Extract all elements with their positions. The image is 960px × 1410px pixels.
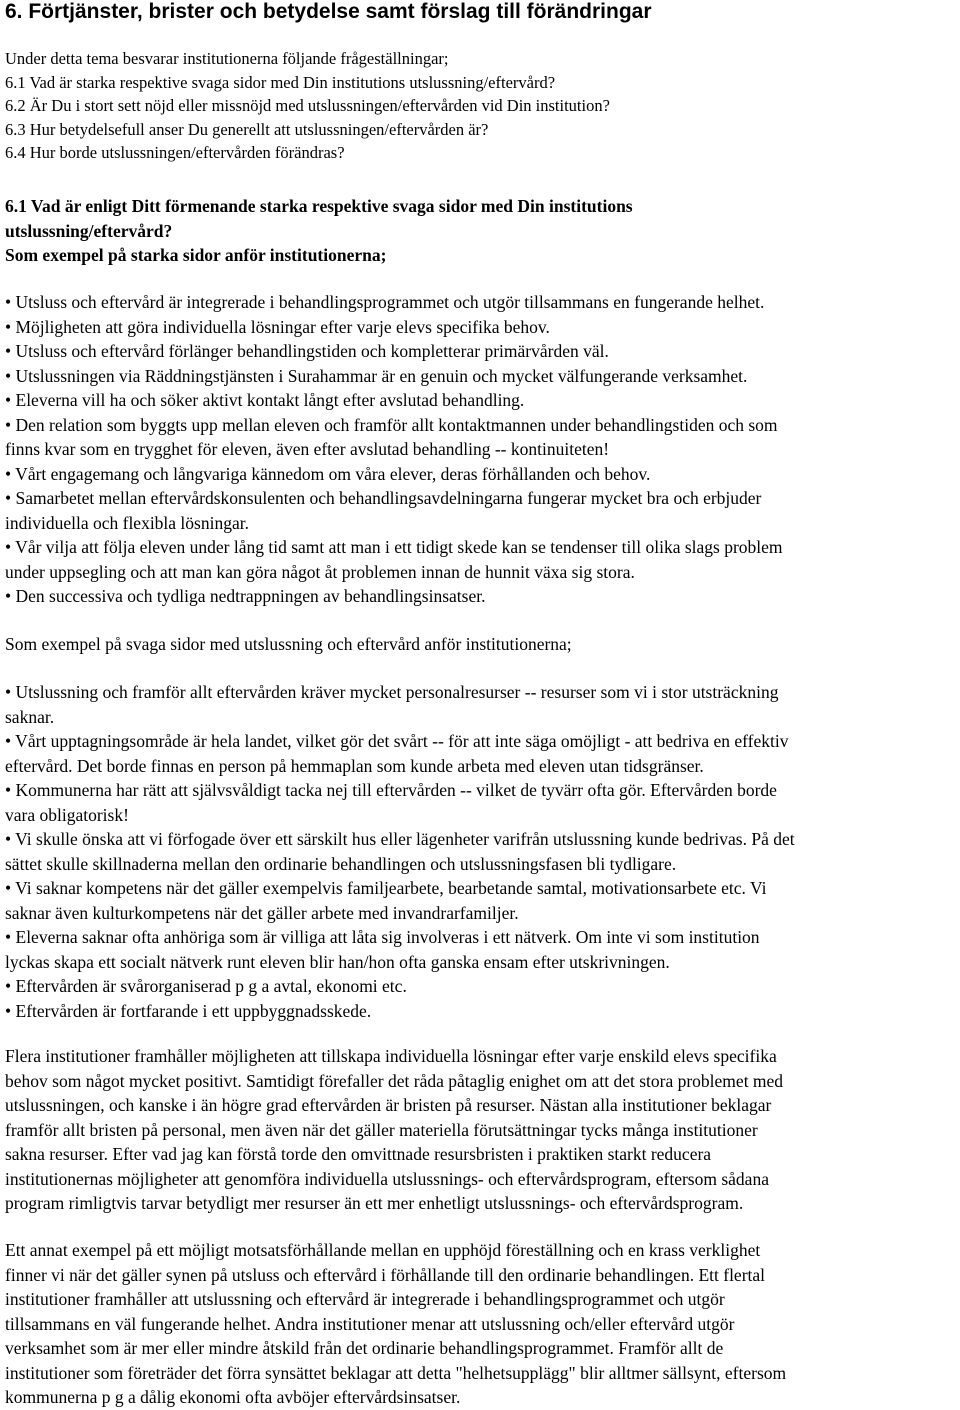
list-item: sättet skulle skillnaderna mellan den ordinarie behandlingen och utslussningsfasen bli tydligare. <box>5 853 677 874</box>
paragraph-line: Flera institutioner framhåller möjligheten att tillskapa individuella lösningar efter varje enskild elevs specifika <box>5 1046 777 1066</box>
subheading-line: utslussning/eftervård? <box>5 220 173 241</box>
subheading-line: 6.1 Vad är enligt Ditt förmenande starka respektive svaga sidor med Din institutions <box>5 196 633 216</box>
strong-points-list <box>5 290 783 609</box>
paragraph-line: institutioner framhåller att utslussning och eftervård är integrerade i behandlingsprogrammet och utgör <box>5 1289 725 1309</box>
subheading-line: Som exempel på starka sidor anför institutionerna; <box>5 245 387 265</box>
list-item: • Vi skulle önska att vi förfogade över ett särskilt hus eller lägenheter varifrån utslussning kunde bedrivas. På det <box>5 829 795 849</box>
intro-line: 6.3 Hur betydelsefull anser Du generellt att utslussningen/eftervården är? <box>5 119 489 139</box>
weak-points-list <box>5 680 795 1023</box>
paragraph-line: institutioner som företräder det förra synsättet beklagar att detta "helhetsupplägg" blir alltmer sällsynt, eftersom <box>5 1362 787 1383</box>
paragraph-line: utslussningen, och kanske i än högre grad eftervården är bristen på resurser. Nästan alla institutioner beklagar <box>5 1095 772 1115</box>
weak-intro-line: Som exempel på svaga sidor med utslussning och eftervård anför institutionerna; <box>5 634 572 654</box>
paragraph-line: kommunerna p g a dålig ekonomi ofta avböjer eftervårdsinsatser. <box>5 1387 461 1407</box>
list-item: • Utslussning och framför allt eftervården kräver mycket personalresurser -- resurser som vi i stor utsträckning <box>5 682 779 702</box>
list-item: • Utsluss och eftervård är integrerade i behandlingsprogrammet och utgör tillsammans en fungerande helhet. <box>5 292 765 312</box>
paragraph-line: program rimligtvis tarvar betydligt mer resurser än ett mer enhetligt utslussnings- och eftervårdsprogram. <box>5 1193 744 1213</box>
list-item: • Eftervården är svårorganiserad p g a avtal, ekonomi etc. <box>5 976 407 996</box>
list-item: • Vårt engagemang och långvariga kännedom om våra elever, deras förhållanden och behov. <box>5 463 651 484</box>
subheading-block <box>5 194 633 268</box>
list-item: • Den relation som byggts upp mellan eleven och framför allt kontaktmannen under behandlingstiden och som <box>5 414 778 435</box>
intro-line: 6.4 Hur borde utslussningen/eftervården förändras? <box>5 143 345 162</box>
paragraph-line: framför allt bristen på personal, men även när det gäller materiella förutsättningar tycks många institutioner <box>5 1119 758 1140</box>
list-item: vara obligatorisk! <box>5 804 129 825</box>
paragraph-line: tillsammans en väl fungerande helhet. Andra institutioner menar att utslussning och/eller eftervård utgör <box>5 1313 735 1334</box>
paragraph-integration <box>5 1238 786 1410</box>
intro-block <box>5 47 610 165</box>
intro-line: Under detta tema besvarar institutionerna följande frågeställningar; <box>5 49 449 68</box>
list-item: saknar. <box>5 706 55 727</box>
list-item: • Eleverna saknar ofta anhöriga som är villiga att låta sig involveras i ett nätverk. Om inte vi som institution <box>5 927 760 947</box>
list-item: lyckas skapa ett socialt nätverk runt eleven blir han/hon ofta ganska ensam efter utskrivningen. <box>5 951 670 972</box>
list-item: • Vårt upptagningsområde är hela landet, vilket gör det svårt -- för att inte säga omöjligt - att bedriva en effektiv <box>5 731 789 751</box>
paragraph-line: behov som något mycket positivt. Samtidigt förefaller det råda påtaglig enighet om att det stora problemet med <box>5 1070 784 1091</box>
list-item: • Vi saknar kompetens när det gäller exempelvis familjearbete, bearbetande samtal, motivationsarbete etc. Vi <box>5 878 767 898</box>
paragraph-line: finner vi när det gäller synen på utsluss och eftervård i förhållande till den ordinarie behandlingen. Ett flertal <box>5 1264 766 1285</box>
list-item: under uppsegling och att man kan göra något åt problemen innan de hunnit växa sig stora. <box>5 561 635 582</box>
section-heading: 6. Förtjänster, brister och betydelse samt förslag till förändringar <box>5 0 652 23</box>
paragraph-line: Ett annat exempel på ett möjligt motsatsförhållande mellan en upphöjd föreställning och en krass verklighet <box>5 1240 761 1260</box>
list-item: eftervård. Det borde finnas en person på hemmaplan som kunde arbeta med eleven utan tidsgränser. <box>5 755 704 776</box>
paragraph-line: institutionernas möjligheter att genomföra individuella utslussnings- och eftervårdsprogram, eftersom sådana <box>5 1168 769 1189</box>
intro-line: 6.1 Vad är starka respektive svaga sidor med Din institutions utslussning/eftervård? <box>5 72 556 92</box>
intro-line: 6.2 Är Du i stort sett nöjd eller missnöjd med utslussningen/eftervården vid Din institution? <box>5 96 610 115</box>
list-item: • Kommunerna har rätt att självsvåldigt tacka nej till eftervården -- vilket de tyvärr ofta gör. Eftervården borde <box>5 780 777 800</box>
list-item: individuella och flexibla lösningar. <box>5 512 249 533</box>
list-item: • Eftervården är fortfarande i ett uppbyggnadsskede. <box>5 1000 372 1021</box>
list-item: • Eleverna vill ha och söker aktivt kontakt långt efter avslutad behandling. <box>5 390 525 410</box>
list-item: saknar även kulturkompetens när det gäller arbete med invandrarfamiljer. <box>5 902 519 923</box>
list-item: • Samarbetet mellan eftervårdskonsulenten och behandlingsavdelningarna fungerar mycket bra och erbjuder <box>5 488 762 508</box>
paragraph-line: verksamhet som är mer eller mindre åtskild från det ordinarie behandlingsprogrammet. Framför allt de <box>5 1338 724 1358</box>
list-item: • Den successiva och tydliga nedtrappningen av behandlingsinsatser. <box>5 586 486 606</box>
list-item: • Möjligheten att göra individuella lösningar efter varje elevs specifika behov. <box>5 316 550 337</box>
list-item: finns kvar som en trygghet för eleven, även efter avslutad behandling -- kontinuiteten! <box>5 439 610 459</box>
paragraph-resources <box>5 1044 783 1216</box>
weak-intro <box>5 632 572 657</box>
list-item: • Utslussningen via Räddningstjänsten i Surahammar är en genuin och mycket välfungerande verksamhet. <box>5 365 748 386</box>
paragraph-line: sakna resurser. Efter vad jag kan förstå torde den omvittnade resursbristen i praktiken starkt reducera <box>5 1144 712 1164</box>
list-item: • Utsluss och eftervård förlänger behandlingstiden och kompletterar primärvården väl. <box>5 341 609 361</box>
list-item: • Vår vilja att följa eleven under lång tid samt att man i ett tidigt skede kan se tendenser till olika slags problem <box>5 537 783 557</box>
